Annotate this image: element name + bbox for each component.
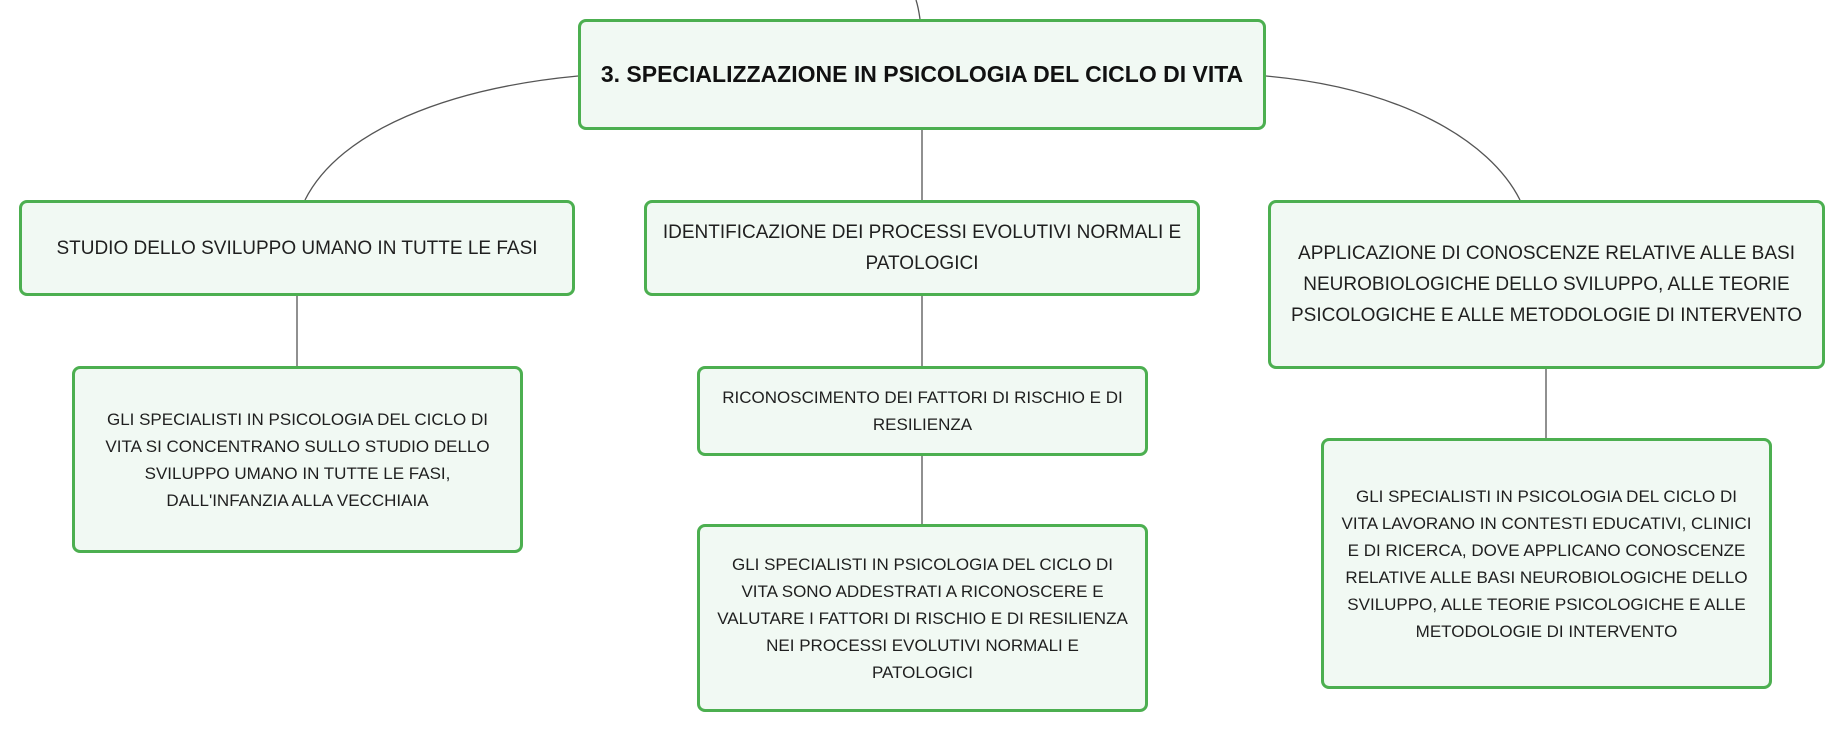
connector-root-to-branch-left: [305, 76, 578, 200]
branch-topic-middle[interactable]: [644, 200, 1200, 296]
subtopic-left-detail[interactable]: [72, 366, 523, 553]
subtopic-risk-resilience-label: RICONOSCIMENTO DEI FATTORI DI RISCHIO E DI RESILIENZA: [722, 388, 1123, 434]
branch-topic-right[interactable]: [1268, 200, 1825, 369]
subtopic-middle-detail-label: GLI SPECIALISTI IN PSICOLOGIA DEL CICLO DI VITA SONO ADDESTRATI A RICONOSCERE E VALUTARE I FATTORI DI RISCHIO E DI RESILIENZA NEI PROCESSI EVOLUTIVI NORMALI E PATOLOGICI: [717, 554, 1128, 682]
subtopic-right-detail-label: GLI SPECIALISTI IN PSICOLOGIA DEL CICLO DI VITA LAVORANO IN CONTESTI EDUCATIVI, CLINICI E DI RICERCA, DOVE APPLICANO CONOSCENZE RELATIVE ALLE BASI NEUROBIOLOGICHE DELLO SVILUPPO, ALLE TEORIE PSICOLOGICHE E ALLE METODOLOGIE DI INTERVENTO: [1341, 486, 1752, 641]
subtopic-left-detail-label: GLI SPECIALISTI IN PSICOLOGIA DEL CICLO DI VITA SI CONCENTRANO SULLO STUDIO DELLO SVILUPPO UMANO IN TUTTE LE FASI, DALL'INFANZIA ALLA VECCHIAIA: [105, 409, 490, 510]
root-topic-label: 3. SPECIALIZZAZIONE IN PSICOLOGIA DEL CICLO DI VITA: [600, 61, 1244, 87]
connector-root-to-branch-right: [1266, 76, 1520, 200]
subtopic-risk-resilience[interactable]: [697, 366, 1148, 456]
subtopic-right-detail[interactable]: [1321, 438, 1772, 689]
subtopic-middle-detail[interactable]: [697, 524, 1148, 712]
branch-topic-left[interactable]: [19, 200, 575, 296]
branch-topic-middle-label: IDENTIFICAZIONE DEI PROCESSI EVOLUTIVI NORMALI E PATOLOGICI: [662, 222, 1182, 274]
connector-parent-to-root: [916, 0, 920, 19]
branch-topic-left-label: STUDIO DELLO SVILUPPO UMANO IN TUTTE LE FASI: [56, 237, 538, 259]
branch-topic-right-label: APPLICAZIONE DI CONOSCENZE RELATIVE ALLE BASI NEUROBIOLOGICHE DELLO SVILUPPO, ALLE TEORIE PSICOLOGICHE E ALLE METODOLOGIE DI INTERVENTO: [1290, 243, 1803, 326]
root-topic[interactable]: [578, 19, 1266, 130]
